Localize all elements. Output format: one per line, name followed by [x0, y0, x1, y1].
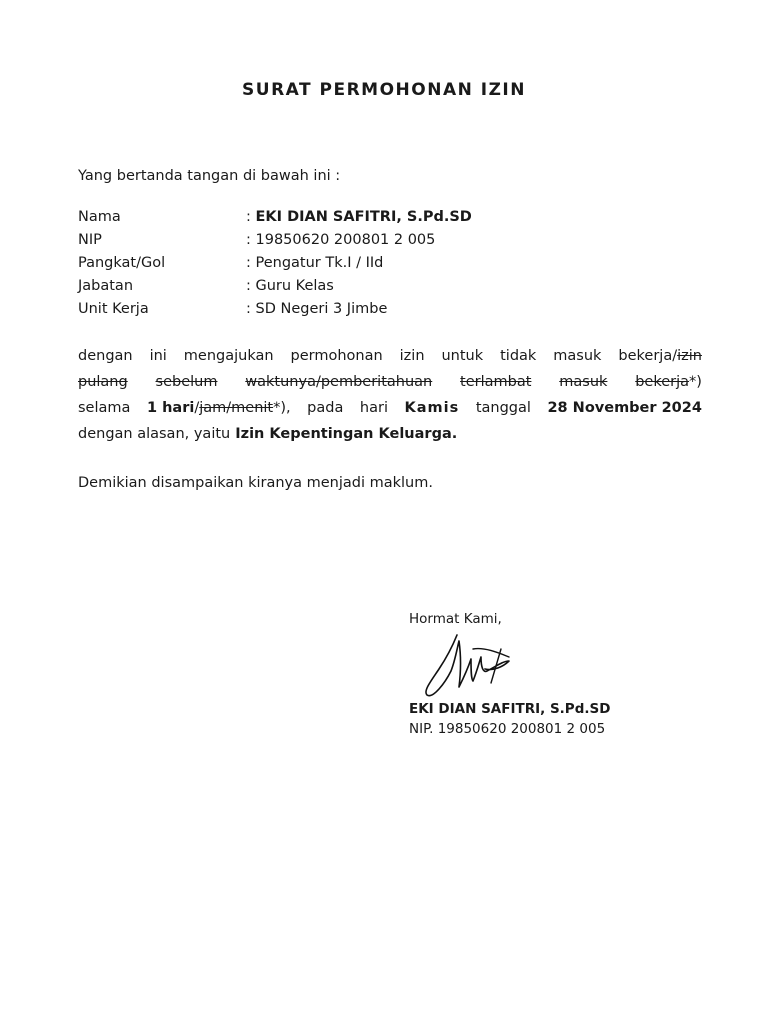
- body-word: masuk: [553, 348, 602, 364]
- identity-fields: [78, 208, 472, 323]
- body-word: dengan alasan, yaitu: [78, 426, 231, 442]
- field-value: 19850620 200801 2 005: [255, 232, 436, 248]
- field-row-pangkat: [78, 254, 472, 277]
- footnote-mark: *),: [273, 400, 291, 416]
- intro-text: Yang bertanda tangan di bawah ini :: [78, 168, 341, 184]
- handwritten-signature-icon: [413, 631, 523, 699]
- field-value: Guru Kelas: [255, 278, 334, 294]
- body-word: hari: [359, 400, 388, 416]
- field-separator: :: [246, 232, 256, 248]
- struck-word: waktunya/pemberitahuan: [245, 374, 433, 390]
- struck-word: terlambat: [460, 374, 532, 390]
- body-line-4: [78, 421, 702, 447]
- duration-value: 1 hari: [146, 400, 195, 416]
- field-label: Nama: [78, 209, 121, 225]
- struck-word: pulang: [78, 374, 128, 390]
- field-value: EKI DIAN SAFITRI, S.Pd.SD: [255, 209, 472, 225]
- field-row-nama: [78, 208, 472, 231]
- body-word: dengan: [78, 348, 133, 364]
- field-separator: :: [246, 209, 256, 225]
- field-row-unit-kerja: [78, 300, 472, 323]
- body-line-2: [78, 369, 702, 395]
- struck-word: jam/menit: [199, 400, 274, 416]
- struck-word: masuk: [559, 374, 608, 390]
- body-word: bekerja/: [618, 348, 678, 364]
- signature-block: [409, 611, 610, 737]
- field-label: Jabatan: [78, 278, 134, 294]
- closing-text: Demikian disampaikan kiranya menjadi maklum.: [78, 475, 433, 491]
- struck-word: izin: [677, 348, 702, 364]
- body-word: tidak: [500, 348, 537, 364]
- body-line-3: [78, 395, 702, 421]
- field-row-nip: [78, 231, 472, 254]
- letter-title: SURAT PERMOHONAN IZIN: [242, 80, 526, 100]
- field-separator: :: [246, 278, 256, 294]
- body-word: pada: [307, 400, 344, 416]
- field-value: SD Negeri 3 Jimbe: [255, 301, 388, 317]
- body-line-1: [78, 343, 702, 369]
- reason-value: Izin Kepentingan Keluarga.: [235, 426, 458, 442]
- field-label: Unit Kerja: [78, 301, 149, 317]
- body-word: mengajukan: [183, 348, 274, 364]
- date-value: 28 November 2024: [547, 400, 702, 416]
- footnote-mark: *): [689, 374, 702, 390]
- signer-name: EKI DIAN SAFITRI, S.Pd.SD: [409, 701, 611, 717]
- body-paragraph: [78, 343, 702, 447]
- struck-word: sebelum: [155, 374, 218, 390]
- day-value: Kamis: [404, 400, 460, 416]
- field-row-jabatan: [78, 277, 472, 300]
- body-word: untuk: [441, 348, 484, 364]
- field-label: NIP: [78, 232, 102, 248]
- signer-nip: NIP. 19850620 200801 2 005: [409, 721, 606, 737]
- field-separator: :: [246, 255, 256, 271]
- struck-word: bekerja: [635, 374, 690, 390]
- body-word: tanggal: [475, 400, 531, 416]
- body-word: izin: [399, 348, 425, 364]
- body-word: ini: [149, 348, 167, 364]
- body-word: permohonan: [290, 348, 383, 364]
- field-separator: :: [246, 301, 256, 317]
- greeting-text: Hormat Kami,: [409, 611, 502, 627]
- field-label: Pangkat/Gol: [78, 255, 166, 271]
- field-value: Pengatur Tk.I / IId: [255, 255, 384, 271]
- body-word: /: [194, 400, 200, 416]
- body-word: selama: [78, 400, 131, 416]
